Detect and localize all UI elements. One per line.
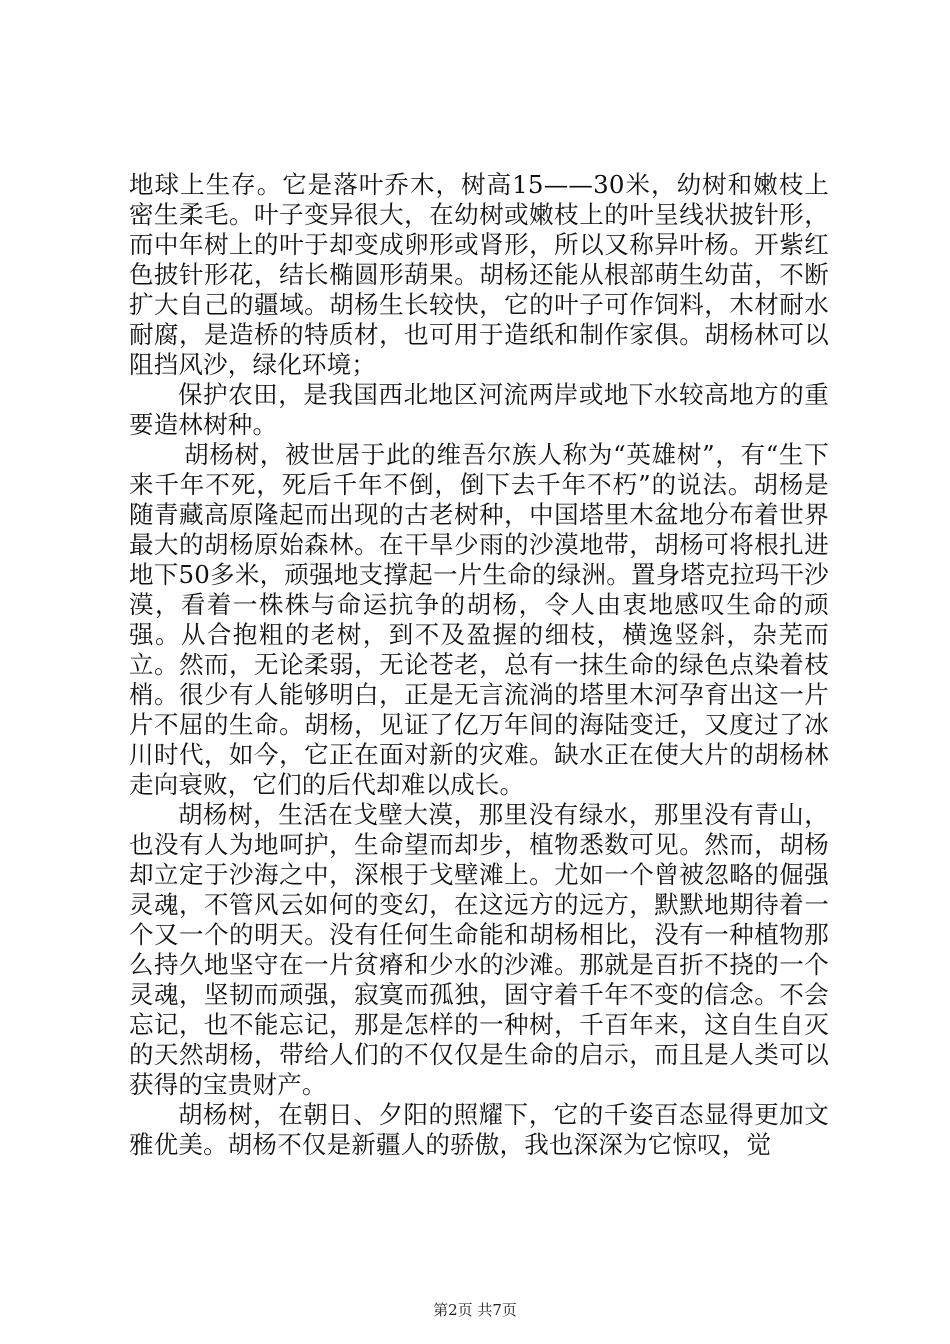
document-body	[129, 170, 829, 1160]
paragraph: 地球上生存。它是落叶乔木，树高15——30米，幼树和嫩枝上密生柔毛。叶子变异很大，在幼树或嫩枝上的叶呈线状披针形，而中年树上的叶于却变成卵形或肾形，所以又称异叶杨。开紫红色披针形花，结长椭圆形葫果。胡杨还能从根部萌生幼苗，不断扩大自己的疆域。胡杨生长较快，它的叶子可作饲料，木材耐水耐腐，是造桥的特质材，也可用于造纸和制作家俱。胡杨林可以阻挡风沙，绿化环境；	[129, 170, 829, 379]
paragraph: 保护农田，是我国西北地区河流两岸或地下水较高地方的重要造林树种。	[129, 380, 829, 439]
paragraph: 胡杨树，生活在戈壁大漠，那里没有绿水，那里没有青山，也没有人为地呵护，生命望而却步，植物悉数可见。然而，胡杨却立定于沙海之中，深根于戈壁滩上。尤如一个曾被忽略的倔强灵魂，不管风云如何的变幻，在这远方的远方，默默地期待着一个又一个的明天。没有任何生命能和胡杨相比，没有一种植物那么持久地坚守在一片贫瘠和少水的沙滩。那就是百折不挠的一个灵魂，坚韧而顽强，寂寞而孤独，固守着千年不变的信念。不会忘记，也不能忘记，那是怎样的一种树，千百年来，这自生自灭的天然胡杨，带给人们的不仅仅是生命的启示，而且是人类可以获得的宝贵财产。	[129, 800, 829, 1099]
paragraph: 胡杨树，被世居于此的维吾尔族人称为“英雄树”，有“生下来千年不死，死后千年不倒，倒下去千年不朽”的说法。胡杨是随青藏高原隆起而出现的古老树种，中国塔里木盆地分布着世界最大的胡杨原始森林。在干旱少雨的沙漠地带，胡杨可将根扎进地下50多米，顽强地支撑起一片生命的绿洲。置身塔克拉玛干沙漠，看着一株株与命运抗争的胡杨，令人由衷地感叹生命的顽强。从合抱粗的老树，到不及盈握的细枝，横逸竖斜，杂芜而立。然而，无论柔弱，无论苍老，总有一抹生命的绿色点染着枝梢。很少有人能够明白，正是无言流淌的塔里木河孕育出这一片片不屈的生命。胡杨，见证了亿万年间的海陆变迁，又度过了冰川时代，如今，它正在面对新的灾难。缺水正在使大片的胡杨林走向衰败，它们的后代却难以成长。	[129, 440, 829, 799]
page-number-label: 第2页 共7页	[433, 1301, 517, 1319]
page-footer	[0, 1300, 950, 1320]
paragraph: 胡杨树，在朝日、夕阳的照耀下，它的千姿百态显得更加文雅优美。胡杨不仅是新疆人的骄傲，我也深深为它惊叹，觉	[129, 1100, 829, 1159]
